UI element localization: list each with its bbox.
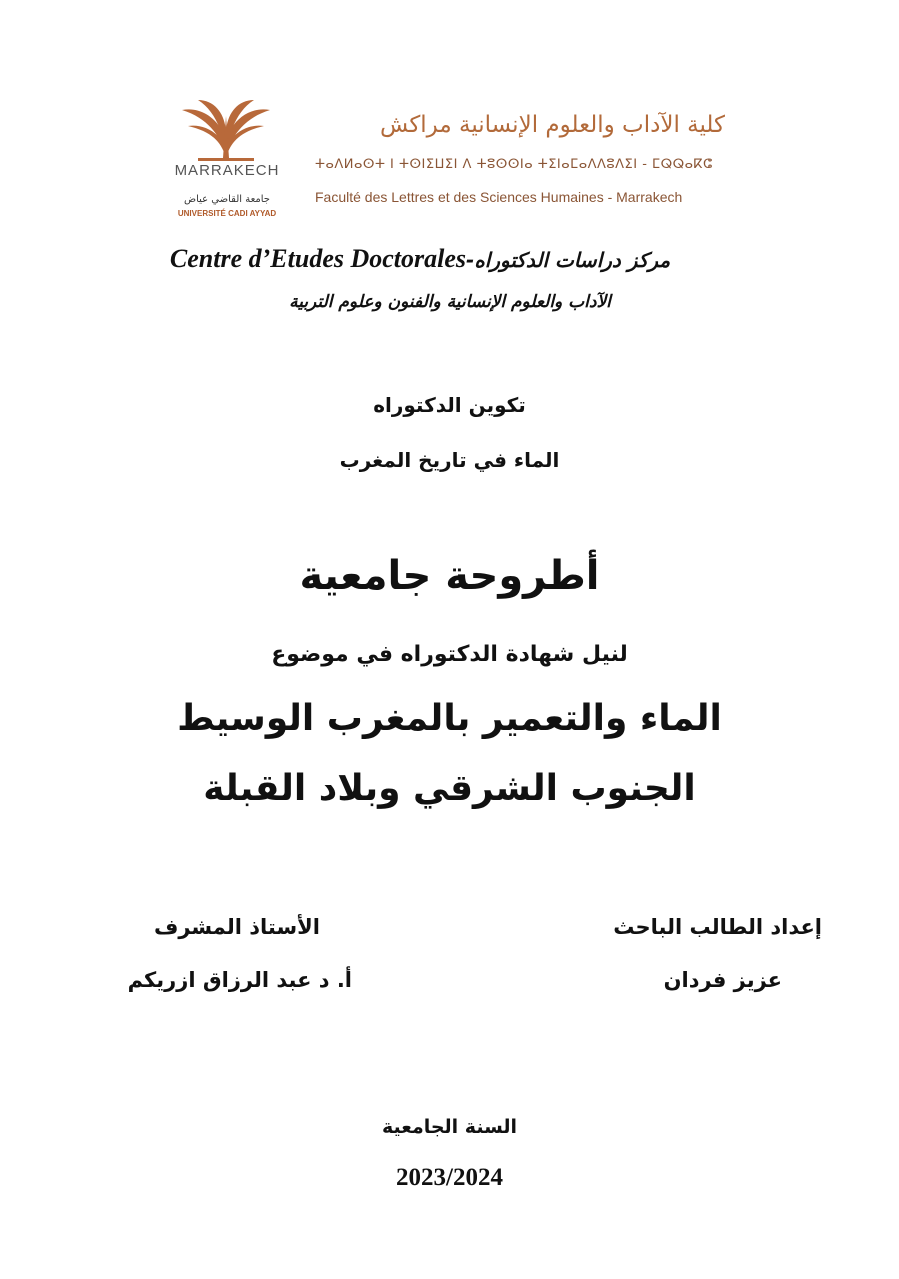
supervisor-label: الأستاذ المشرف [153, 915, 320, 939]
doctoral-center-ar: مركز دراسات الدكتوراه- [466, 248, 671, 272]
university-logo [168, 96, 286, 226]
logo-university-ar: جامعة القاضي عياض [183, 194, 270, 205]
thesis-title-line1: الماء والتعمير بالمغرب الوسيط [177, 698, 722, 739]
faculty-name-ar: كلية الآداب والعلوم الإنسانية مراكش [380, 112, 725, 138]
thesis-title-line2: الجنوب الشرقي وبلاد القبلة [203, 768, 696, 809]
doctoral-center-fr: Centre d’Etudes Doctorales [169, 244, 467, 273]
thesis-purpose: لنيل شهادة الدكتوراه في موضوع [271, 642, 628, 667]
student-name: عزيز فردان [663, 968, 782, 992]
doctoral-center-title [100, 244, 740, 274]
thesis-type: أطروحة جامعية [299, 553, 600, 599]
faculty-name-fr: Faculté des Lettres et des Sciences Humaines - Marrakech [315, 189, 683, 205]
student-label: إعداد الطالب الباحث [613, 915, 822, 939]
academic-year-value: 2023/2024 [396, 1164, 503, 1191]
logo-city-label: MARRAKECH [174, 162, 280, 179]
palm-emblem-icon [168, 96, 286, 166]
academic-year-label: السنة الجامعية [381, 1116, 518, 1138]
supervisor-name: أ. د عبد الرزاق ازريكم [127, 968, 352, 992]
doctoral-center-subtitle: الآداب والعلوم الإنسانية والفنون وعلوم التربية [289, 292, 611, 312]
doctoral-formation: تكوين الدكتوراه [373, 393, 526, 417]
faculty-name-tifinagh: ⵜⴰⴷⵍⴰⵙⵜ ⵏ ⵜⵙⵏⵉⵡⵉⵏ ⴷ ⵜⵓⵙⵙⵏⴰ ⵜⵉⵏⴰⵎⴰⴷⴷⵓⴷⵉⵏ - ⵎⵕⵕⴰⴽⵛ [315, 157, 713, 172]
program-name: الماء في تاريخ المغرب [339, 448, 560, 472]
logo-university-fr: UNIVERSITÉ CADI AYYAD [177, 209, 277, 218]
